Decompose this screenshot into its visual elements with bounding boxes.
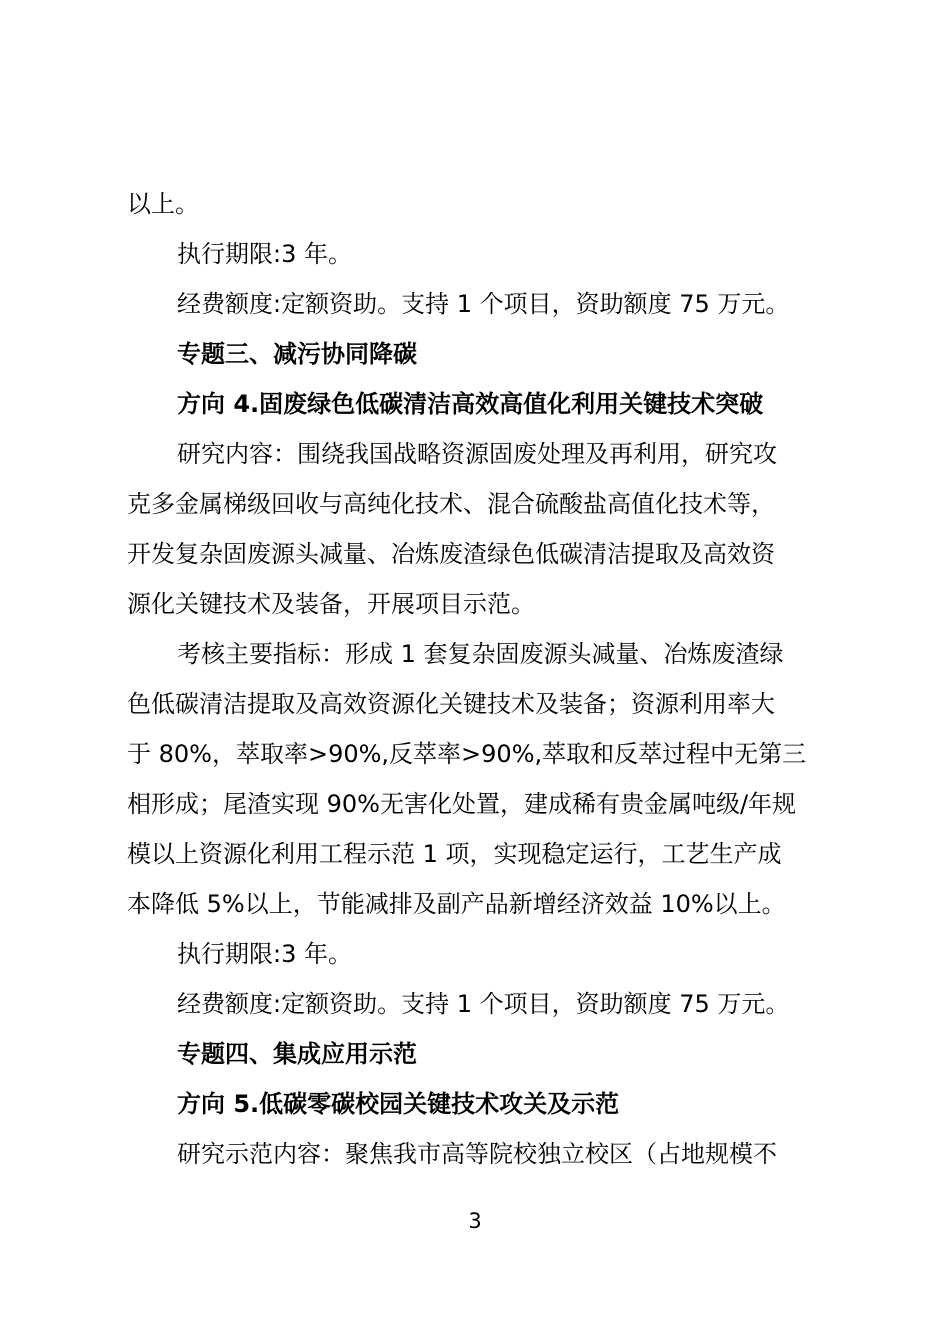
execution-period-line: 执行期限:3 年。 (177, 240, 352, 268)
assessment-indicator-line-2: 色低碳清洁提取及高效资源化关键技术及装备；资源利用率大 (127, 690, 775, 718)
assessment-indicator-line-5: 模以上资源化利用工程示范 1 项，实现稳定运行，工艺生产成 (127, 840, 782, 868)
text-line-continuation: 以上。 (127, 190, 199, 218)
research-content-line-1: 研究内容：围绕我国战略资源固废处理及再利用，研究攻 (177, 440, 777, 468)
research-content-line-3: 开发复杂固废源头减量、冶炼废渣绿色低碳清洁提取及高效资 (127, 540, 775, 568)
direction-heading-5: 方向 5.低碳零碳校园关键技术攻关及示范 (177, 1090, 620, 1118)
research-content-line-4: 源化关键技术及装备，开展项目示范。 (127, 590, 535, 618)
section-heading-topic-4: 专题四、集成应用示范 (177, 1040, 417, 1068)
research-content-line-2: 克多金属梯级回收与高纯化技术、混合硫酸盐高值化技术等， (127, 490, 775, 518)
assessment-indicator-line-3: 于 80%，萃取率>90%,反萃率>90%,萃取和反萃过程中无第三 (127, 740, 807, 768)
research-demo-content-line-1: 研究示范内容：聚焦我市高等院校独立校区（占地规模不 (177, 1140, 777, 1168)
execution-period-line-2: 执行期限:3 年。 (177, 940, 352, 968)
section-heading-topic-3: 专题三、减污协同降碳 (177, 340, 417, 368)
assessment-indicator-line-4: 相形成；尾渣实现 90%无害化处置，建成稀有贵金属吨级/年规 (127, 790, 797, 818)
funding-line: 经费额度:定额资助。支持 1 个项目，资助额度 75 万元。 (177, 290, 790, 318)
funding-line-2: 经费额度:定额资助。支持 1 个项目，资助额度 75 万元。 (177, 990, 790, 1018)
assessment-indicator-line-6: 本降低 5%以上，节能减排及副产品新增经济效益 10%以上。 (127, 890, 786, 918)
assessment-indicator-line-1: 考核主要指标：形成 1 套复杂固废源头减量、冶炼废渣绿 (177, 640, 784, 668)
direction-heading-4: 方向 4.固废绿色低碳清洁高效高值化利用关键技术突破 (177, 390, 764, 418)
page-number: 3 (468, 1209, 482, 1233)
